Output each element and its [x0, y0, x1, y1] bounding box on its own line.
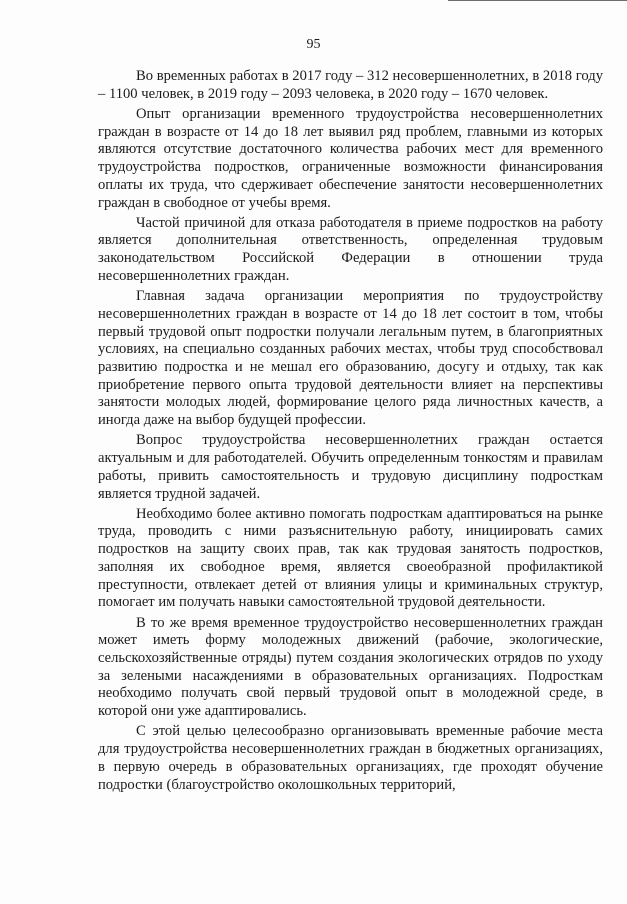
top-edge-line: [448, 0, 627, 1]
paragraph-5: Вопрос трудоустройства несовершеннолетних граждан остается актуальным и для работодателей. Обучить определенным тонкостям и правилам работы, привить самостоятельность и трудовую дисциплину подросткам является трудной задачей.: [98, 432, 603, 502]
page-number: 95: [306, 37, 321, 52]
paragraph-7: В то же время временное трудоустройство несовершеннолетних граждан может иметь форму молодежных движений (рабочие, экологические, сельскохозяйственные отряды) путем создания экологических отрядов по уходу за зелеными насаждениями в образовательных организациях. Подросткам необходимо получать свой первый трудовой опыт в молодежной среде, в которой они уже адаптировались.: [98, 614, 603, 720]
paragraph-4: Главная задача организации мероприятия по трудоустройству несовершеннолетних граждан в возрасте от 14 до 18 лет состоит в том, чтобы первый трудовой опыт подростки получали легальным путем, в благоприятных условиях, на специально созданных рабочих местах, чтобы труд способствовал развитию подростка и не мешал его образованию, досугу и отдыху, так как приобретение первого опыта трудовой деятельности влияет на перспективы занятости молодых людей, формирование целого ряда личностных качеств, а иногда даже на выбор будущей профессии.: [98, 288, 603, 429]
paragraph-6: Необходимо более активно помогать подросткам адаптироваться на рынке труда, проводить с ними разъяснительную работу, инициировать самих подростков на защиту своих прав, так как трудовая занятость подростков, заполняя их свободное время, является своеобразной профилактикой преступности, отвлекает детей от влияния улицы и криминальных структур, помогает им получать навыки самостоятельной трудовой деятельности.: [98, 505, 603, 611]
paragraph-3: Частой причиной для отказа работодателя в приеме подростков на работу является дополнительная ответственность, определенная трудовым законодательством Российской Федерации в отношении труда несовершеннолетних граждан.: [98, 214, 603, 284]
body-text: [98, 68, 603, 797]
paragraph-8: С этой целью целесообразно организовывать временные рабочие места для трудоустройства несовершеннолетних граждан в бюджетных организациях, в первую очередь в образовательных организациях, где проходят обучение подростки (благоустройство околошкольных территорий,: [98, 723, 603, 793]
paragraph-2: Опыт организации временного трудоустройства несовершеннолетних граждан в возрасте от 14 до 18 лет выявил ряд проблем, главными из которых являются отсутствие достаточного количества рабочих мест для временного трудоустройства подростков, ограниченные возможности финансирования оплаты их труда, что сдерживает обеспечение занятости несовершеннолетних граждан в свободное от учебы время.: [98, 105, 603, 211]
paragraph-1: Во временных работах в 2017 году – 312 несовершеннолетних, в 2018 году – 1100 человек, в 2019 году – 2093 человека, в 2020 году – 1670 человек.: [98, 68, 603, 102]
